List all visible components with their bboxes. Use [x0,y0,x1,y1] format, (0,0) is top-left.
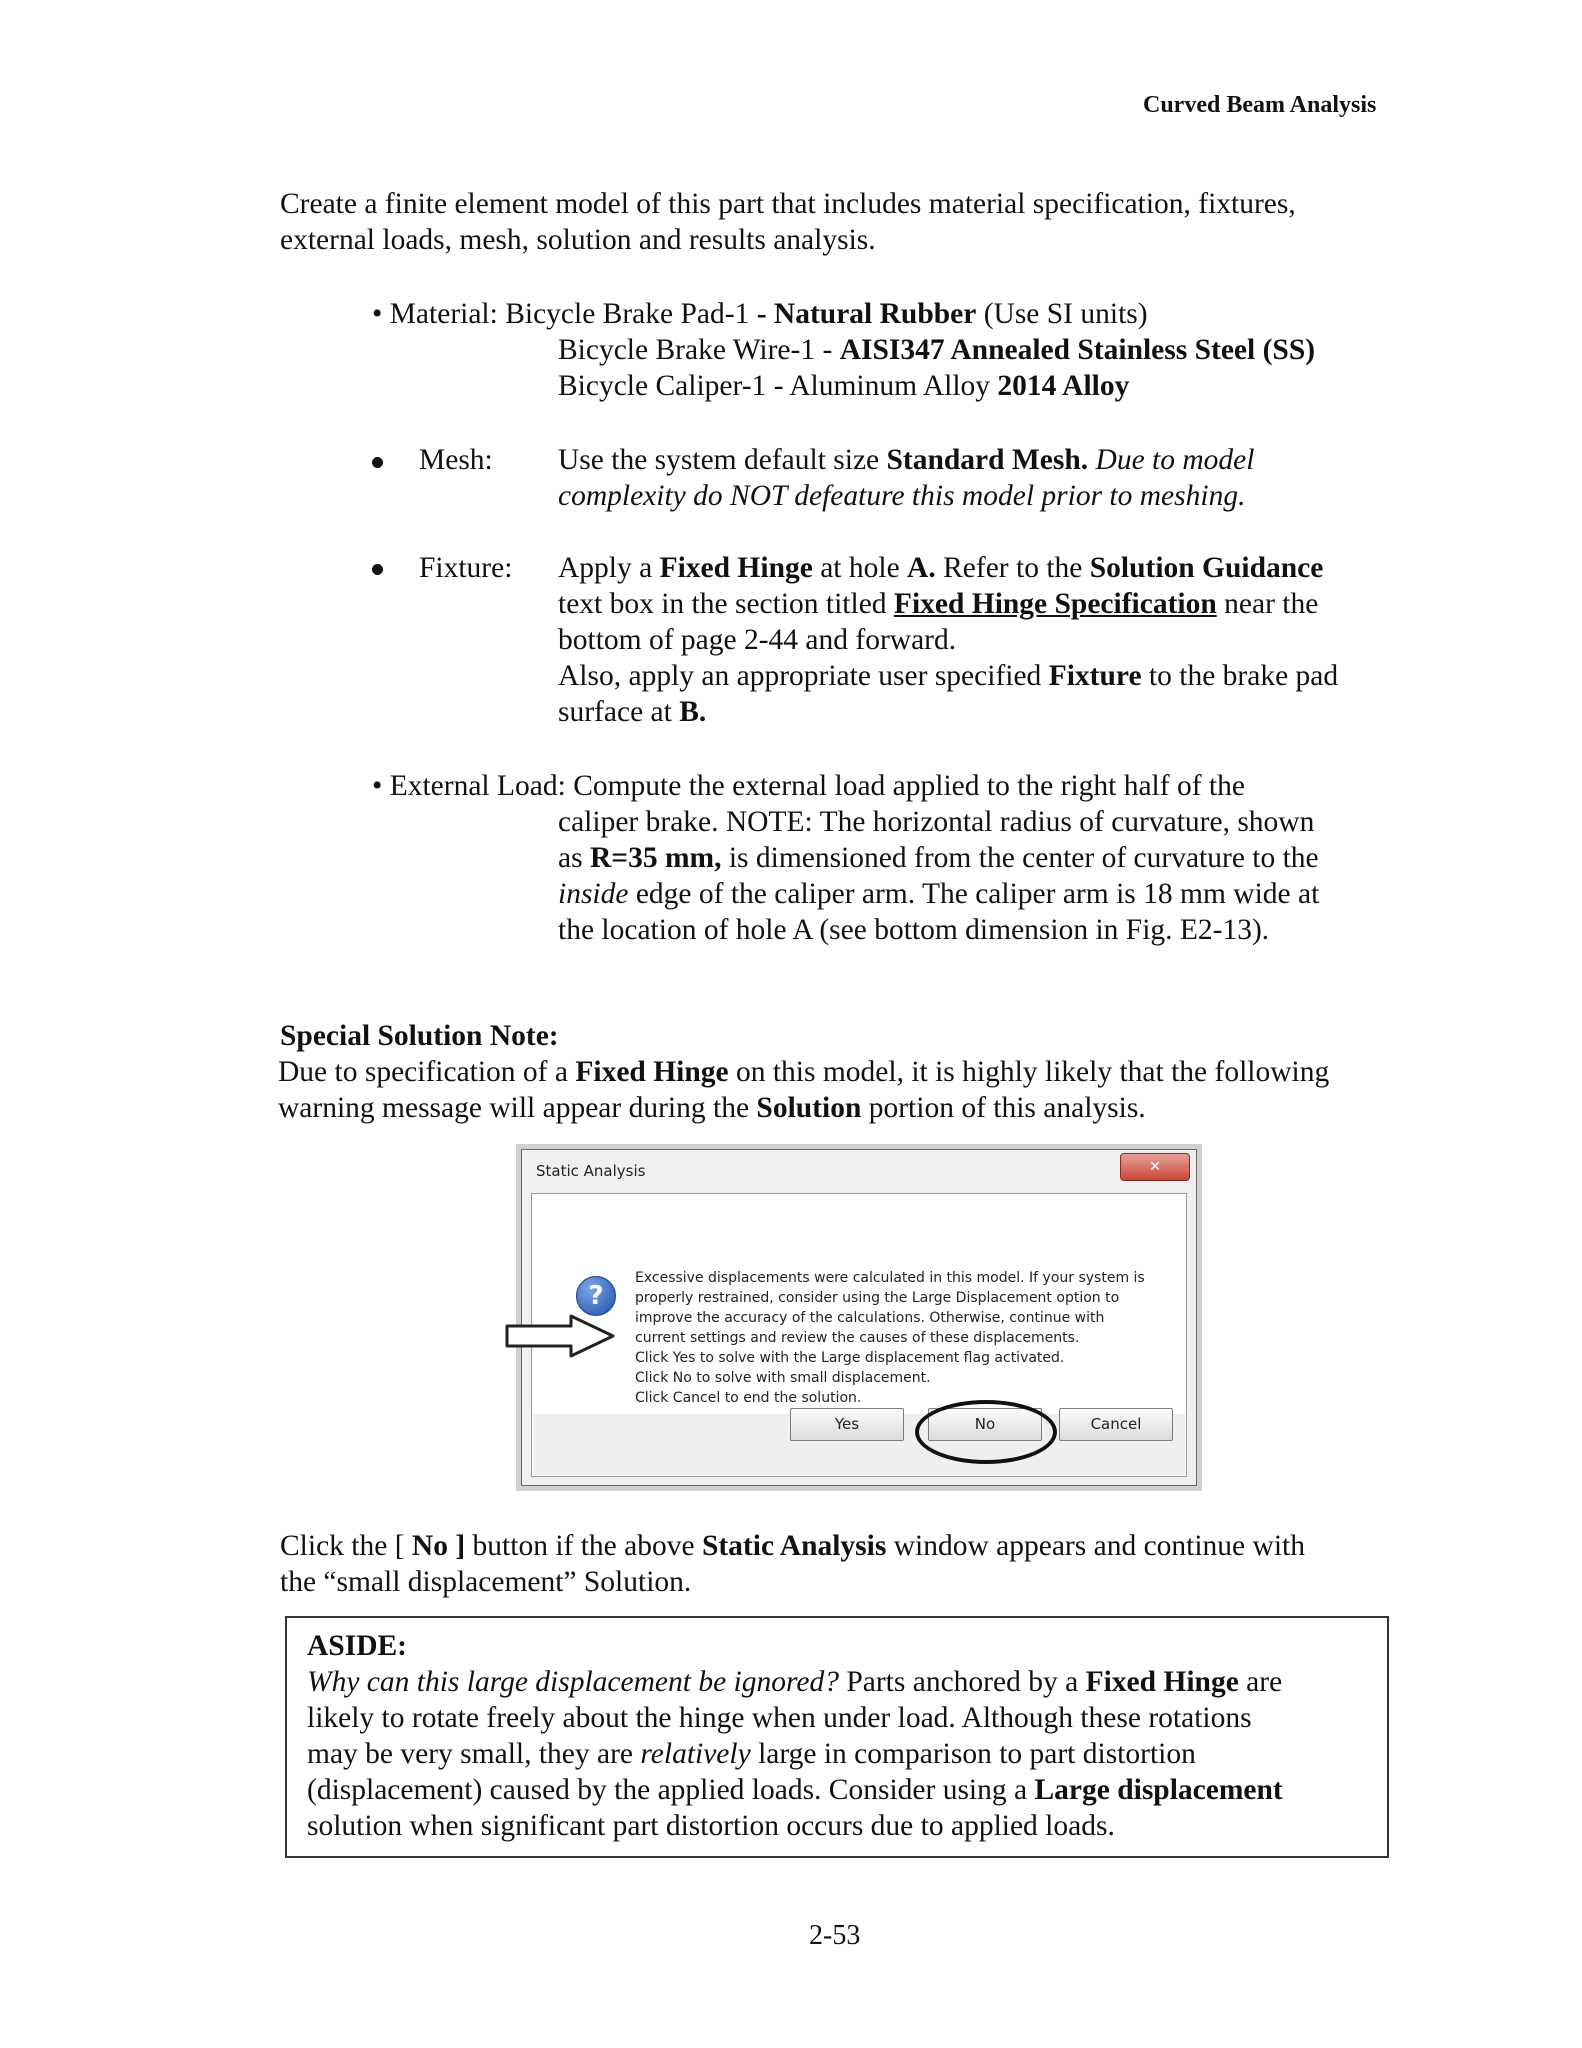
click-note-line-1 [280,1528,1305,1564]
click-1b: No ] [411,1530,466,1562]
special-2a: warning message will appear during the [278,1092,757,1124]
material-row-1 [372,296,1148,332]
external-load-line-4 [558,876,1319,912]
material-name-1: Natural Rubber [773,298,977,330]
dialog-title: Static Analysis [536,1162,646,1180]
special-note-heading-text: Special Solution Note: [280,1020,559,1052]
aside-line-5: solution when significant part distortion occurs due to applied loads. [307,1810,1115,1842]
fixture-1a: Apply a [558,552,660,584]
material-note-1: (Use SI units) [976,298,1148,330]
click-1c: button if the above [465,1530,702,1562]
fixture-label: Fixture: [419,552,513,584]
special-note-heading [280,1018,559,1054]
fixture-5a: surface at [558,696,680,728]
mesh-text-a: Use the system default size [558,444,887,476]
fixture-line-5 [558,694,706,730]
external-load-line-5: the location of hole A (see bottom dimension in Fig. E2-13). [558,914,1270,946]
mesh-line-2 [558,478,1245,514]
mesh-text-italic: complexity do NOT defeature this model prior to meshing. [558,480,1246,512]
special-1c: on this model, it is highly likely that the following [728,1056,1330,1088]
external-load-3c: is dimensioned from the center of curvature to the [721,842,1319,874]
mesh-text-c: Due to model [1088,444,1255,476]
aside-1c: Fixed Hinge [1085,1666,1239,1698]
special-2b: Solution [756,1092,862,1124]
special-note-line-1 [278,1054,1329,1090]
cancel-button[interactable]: Cancel [1059,1408,1173,1441]
static-analysis-dialog [521,1149,1197,1486]
external-load-3b: R=35 mm, [589,842,722,874]
click-1d: Static Analysis [701,1530,887,1562]
close-button[interactable]: ✕ [1120,1153,1190,1181]
aside-3b: relatively [640,1738,751,1770]
aside-3c: large in comparison to part distortion [750,1738,1196,1770]
material-part-3: Bicycle Caliper-1 - Aluminum Alloy [558,370,998,402]
dialog-message-line: current settings and review the causes of these displacements. [635,1330,1080,1346]
fixture-1e: Refer to the [935,552,1090,584]
dialog-message-line: improve the accuracy of the calculations. Otherwise, continue with [635,1310,1105,1326]
material-label: • Material: [372,298,498,330]
special-1b: Fixed Hinge [575,1056,729,1088]
click-note-line-2: the “small displacement” Solution. [280,1566,692,1598]
aside-heading-text: ASIDE: [307,1630,407,1662]
aside-heading [307,1628,407,1664]
dialog-message-line: Click Yes to solve with the Large displacement flag activated. [635,1350,1065,1366]
material-sep-1: - [749,298,774,330]
dialog-message-line: Excessive displacements were calculated in this model. If your system is [635,1270,1145,1286]
external-load-4a: inside [558,878,629,910]
aside-line-2: likely to rotate freely about the hinge when under load. Although these rotations [307,1702,1252,1734]
running-header: Curved Beam Analysis [1143,92,1377,118]
external-load-line-3 [558,840,1319,876]
aside-4a: (displacement) caused by the applied loads. Consider using a [307,1774,1035,1806]
fixture-1f: Solution Guidance [1089,552,1324,584]
fixture-1b: Fixed Hinge [659,552,813,584]
external-load-1: Compute the external load applied to the right half of the [573,770,1245,802]
fixture-line-3: bottom of page 2-44 and forward. [558,624,957,656]
dialog-message-line: properly restrained, consider using the Large Displacement option to [635,1290,1120,1306]
yes-button[interactable]: Yes [790,1408,904,1441]
aside-4b: Large displacement [1034,1774,1283,1806]
arrow-icon [505,1314,617,1358]
fixture-4a: Also, apply an appropriate user specified [558,660,1049,692]
material-name-3: 2014 Alloy [997,370,1130,402]
fixture-4b: Fixture [1048,660,1142,692]
aside-1a: Why can this large displacement be ignored? [307,1666,839,1698]
aside-line-1 [307,1664,1282,1700]
aside-line-4 [307,1772,1283,1808]
no-button-highlight-circle [915,1400,1057,1464]
special-note-line-2 [278,1090,1146,1126]
fixture-1d: A. [907,552,936,584]
external-load-line-2: caliper brake. NOTE: The horizontal radius of curvature, shown [558,806,1315,838]
fixture-2a: text box in the section titled [558,588,894,620]
special-2c: portion of this analysis. [861,1092,1146,1124]
fixture-1c: at hole [812,552,908,584]
mesh-bullet [372,457,383,468]
mesh-text-b: Standard Mesh. [886,444,1089,476]
intro-line-1: Create a finite element model of this part that includes material specification, fixtures, [280,188,1296,220]
click-1a: Click the [ [280,1530,412,1562]
page-number: 2-53 [809,1920,861,1951]
material-row-2 [558,332,1315,368]
click-1e: window appears and continue with [886,1530,1305,1562]
external-load-label: • External Load: [372,770,566,802]
no-button[interactable]: No [928,1408,1042,1441]
mesh-label: Mesh: [419,444,493,476]
material-part-1: Bicycle Brake Pad-1 [505,298,750,330]
fixture-5b: B. [679,696,707,728]
fixture-line-4 [558,658,1338,694]
dialog-message-line: Click Cancel to end the solution. [635,1390,862,1406]
material-row-3 [558,368,1129,404]
material-part-2: Bicycle Brake Wire-1 - [558,334,840,366]
fixture-4c: to the brake pad [1141,660,1339,692]
dialog-message-line: Click No to solve with small displacement. [635,1370,931,1386]
aside-3a: may be very small, they are [307,1738,641,1770]
material-name-2: AISI347 Annealed Stainless Steel (SS) [839,334,1316,366]
fixture-line-2 [558,586,1318,622]
external-load-4b: edge of the caliper arm. The caliper arm is 18 mm wide at [628,878,1320,910]
external-load-line-1 [372,768,1245,804]
external-load-3a: as [558,842,590,874]
fixture-2c: near the [1216,588,1319,620]
question-icon: ? [576,1276,616,1316]
intro-line-2: external loads, mesh, solution and results analysis. [280,224,876,256]
special-1a: Due to specification of a [278,1056,576,1088]
fixture-line-1 [558,550,1323,586]
mesh-line-1 [558,442,1254,478]
fixture-section-link: Fixed Hinge Specification [893,588,1217,620]
aside-1d: are [1238,1666,1283,1698]
fixture-bullet [372,564,383,575]
aside-1b: Parts anchored by a [838,1666,1086,1698]
aside-line-3 [307,1736,1196,1772]
